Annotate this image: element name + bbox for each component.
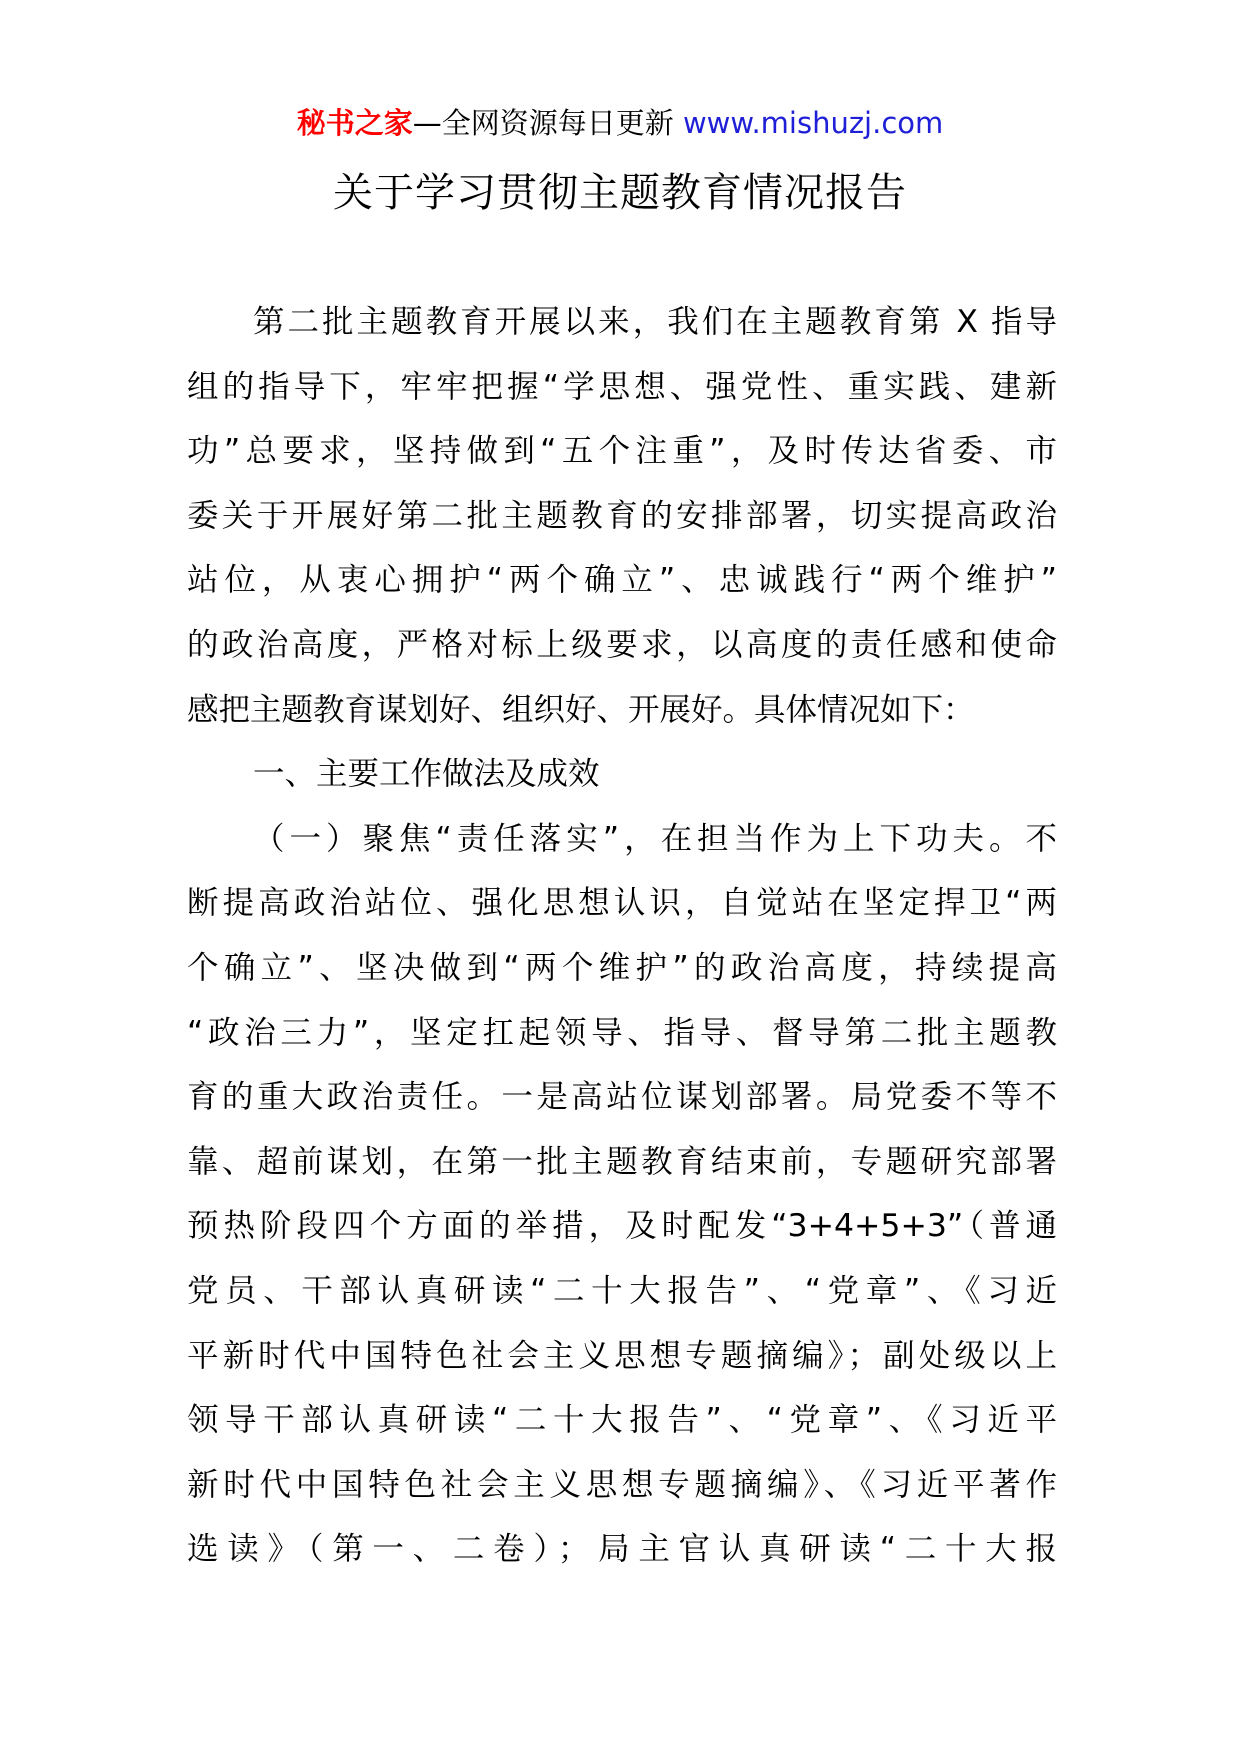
paragraph-line: 感把主题教育谋划好、组织好、开展好。具体情况如下： bbox=[187, 691, 975, 728]
paragraph-line: 委关于开展好第二批主题教育的安排部署，切实提高政治 bbox=[187, 497, 1057, 534]
paragraph-line: 站位，从衷心拥护“两个确立”、忠诚践行“两个维护” bbox=[187, 562, 1057, 599]
section-heading: 一、主要工作做法及成效 bbox=[253, 756, 600, 793]
paragraph-line: “政治三力”，坚定扛起领导、指导、督导第二批主题教 bbox=[187, 1014, 1057, 1051]
paragraph-line: 育的重大政治责任。一是高站位谋划部署。局党委不等不 bbox=[187, 1079, 1057, 1116]
site-header bbox=[0, 103, 1240, 143]
paragraph-line: 功”总要求，坚持做到“五个注重”，及时传达省委、市 bbox=[187, 433, 1057, 470]
paragraph-line: 第二批主题教育开展以来，我们在主题教育第 X 指导 bbox=[253, 304, 1057, 340]
paragraph-line: 平新时代中国特色社会主义思想专题摘编》；副处级以上 bbox=[187, 1337, 1057, 1374]
paragraph-line: 断提高政治站位、强化思想认识，自觉站在坚定捍卫“两 bbox=[187, 885, 1057, 922]
paragraph-line: 选读》（第一、二卷）；局主官认真研读“二十大报 bbox=[187, 1531, 1057, 1568]
paragraph-line: 的政治高度，严格对标上级要求，以高度的责任感和使命 bbox=[187, 626, 1057, 663]
paragraph-line: 新时代中国特色社会主义思想专题摘编》、《习近平著作 bbox=[187, 1466, 1057, 1503]
site-url-link[interactable]: www.mishuzj.com bbox=[682, 106, 944, 140]
document-title: 关于学习贯彻主题教育情况报告 bbox=[333, 170, 907, 216]
paragraph-line: 个确立”、坚决做到“两个维护”的政治高度，持续提高 bbox=[187, 949, 1057, 986]
paragraph-line: 领导干部认真研读“二十大报告”、“党章”、《习近平 bbox=[187, 1402, 1057, 1439]
paragraph-line: （一）聚焦“责任落实”，在担当作为上下功夫。不 bbox=[253, 820, 1057, 857]
paragraph-line: 预热阶段四个方面的举措，及时配发“3+4+5+3”（普通 bbox=[187, 1208, 1057, 1245]
document-body bbox=[187, 290, 1057, 1582]
brand-name: 秘书之家 bbox=[296, 106, 413, 140]
paragraph-line: 靠、超前谋划，在第一批主题教育结束前，专题研究部署 bbox=[187, 1143, 1057, 1180]
paragraph-line: 党员、干部认真研读“二十大报告”、“党章”、《习近 bbox=[187, 1272, 1057, 1309]
paragraph-line: 组的指导下，牢牢把握“学思想、强党性、重实践、建新 bbox=[187, 368, 1057, 405]
header-tagline: —全网资源每日更新 bbox=[412, 106, 674, 140]
